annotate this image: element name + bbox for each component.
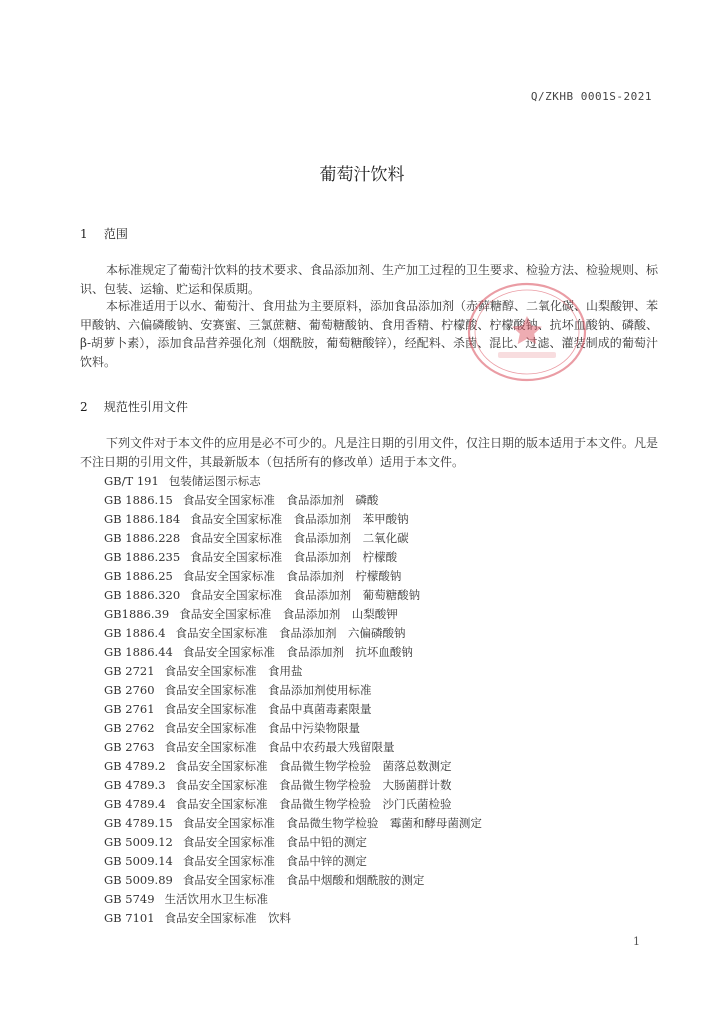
reference-item [104, 776, 482, 795]
reference-title: 食品安全国家标准 食品中真菌毒素限量 [164, 702, 372, 716]
reference-item [104, 871, 482, 890]
reference-code: GB 4789.3 [104, 778, 166, 792]
reference-code: GB 5009.14 [104, 854, 173, 868]
reference-item [104, 738, 482, 757]
reference-code: GB 2763 [104, 740, 155, 754]
reference-title: 食品安全国家标准 食品添加剂使用标准 [164, 683, 372, 697]
reference-title: 食品安全国家标准 食品添加剂 磷酸 [182, 493, 379, 507]
reference-code: GB 1886.235 [104, 550, 181, 564]
reference-item [104, 624, 482, 643]
page-number: 1 [633, 935, 640, 948]
reference-code: GB 4789.15 [104, 816, 173, 830]
reference-code: GB 1886.184 [104, 512, 181, 526]
section-title: 规范性引用文件 [103, 400, 188, 414]
reference-title: 食品安全国家标准 食品添加剂 六偏磷酸钠 [175, 626, 406, 640]
reference-item [104, 586, 482, 605]
reference-title: 食品安全国家标准 食品微生物学检验 大肠菌群计数 [175, 778, 452, 792]
reference-item [104, 643, 482, 662]
reference-item [104, 833, 482, 852]
reference-item [104, 909, 482, 928]
reference-title: 食品安全国家标准 食品添加剂 葡萄糖酸钠 [190, 588, 421, 602]
reference-title: 食品安全国家标准 食品添加剂 苯甲酸钠 [190, 512, 409, 526]
standard-code: Q/ZKHB 0001S-2021 [530, 90, 652, 103]
reference-item [104, 529, 482, 548]
reference-title: 食品安全国家标准 食品添加剂 柠檬酸 [190, 550, 398, 564]
reference-title: 食品安全国家标准 食品微生物学检验 霉菌和酵母菌测定 [182, 816, 482, 830]
reference-item [104, 605, 482, 624]
reference-code: GB 2760 [104, 683, 155, 697]
reference-code: GB 7101 [104, 911, 155, 925]
reference-item [104, 662, 482, 681]
reference-code: GB 1886.15 [104, 493, 173, 507]
reference-item [104, 890, 482, 909]
normative-references-list [104, 472, 482, 928]
reference-item [104, 548, 482, 567]
reference-title: 食品安全国家标准 食品添加剂 二氧化碳 [190, 531, 409, 545]
reference-code: GB 1886.228 [104, 531, 181, 545]
section-title: 范围 [103, 227, 128, 241]
reference-item [104, 700, 482, 719]
reference-item [104, 472, 482, 491]
reference-title: 食品安全国家标准 食品中铅的测定 [182, 835, 367, 849]
reference-code: GB 2721 [104, 664, 155, 678]
reference-item [104, 567, 482, 586]
section-number: 2 [80, 400, 88, 414]
document-title: 葡萄汁饮料 [319, 165, 405, 185]
reference-title: 食品安全国家标准 食品微生物学检验 沙门氏菌检验 [175, 797, 452, 811]
reference-title: 食品安全国家标准 食品微生物学检验 菌落总数测定 [175, 759, 452, 773]
reference-code: GB1886.39 [104, 607, 170, 621]
reference-code: GB 5009.12 [104, 835, 173, 849]
reference-item [104, 681, 482, 700]
reference-code: GB 4789.2 [104, 759, 166, 773]
reference-item [104, 510, 482, 529]
reference-code: GB 1886.44 [104, 645, 173, 659]
reference-title: 生活饮用水卫生标准 [164, 892, 269, 906]
reference-item [104, 719, 482, 738]
reference-code: GB/T 191 [104, 474, 159, 488]
reference-code: GB 2762 [104, 721, 155, 735]
reference-title: 包装储运图示标志 [168, 474, 261, 488]
reference-title: 食品安全国家标准 饮料 [164, 911, 292, 925]
reference-item [104, 491, 482, 510]
reference-code: GB 1886.25 [104, 569, 173, 583]
reference-item [104, 795, 482, 814]
reference-title: 食品安全国家标准 食品添加剂 柠檬酸钠 [182, 569, 402, 583]
reference-title: 食品安全国家标准 食用盐 [164, 664, 303, 678]
reference-item [104, 814, 482, 833]
section-2-paragraph-1: 下列文件对于本文件的应用是必不可少的。凡是注日期的引用文件，仅注日期的版本适用于本文件。凡是不注日期的引用文件，其最新版本（包括所有的修改单）适用于本文件。 [80, 436, 659, 469]
reference-code: GB 1886.320 [104, 588, 181, 602]
reference-title: 食品安全国家标准 食品中农药最大残留限量 [164, 740, 395, 754]
reference-title: 食品安全国家标准 食品中锌的测定 [182, 854, 367, 868]
section-1-paragraph-1: 本标准规定了葡萄汁饮料的技术要求、食品添加剂、生产加工过程的卫生要求、检验方法、检验规则、标识、包装、运输、贮运和保质期。 [80, 263, 659, 296]
reference-code: GB 1886.4 [104, 626, 166, 640]
reference-code: GB 5749 [104, 892, 155, 906]
reference-item [104, 757, 482, 776]
section-number: 1 [80, 227, 88, 241]
section-1-heading [80, 225, 128, 242]
section-1-paragraph-2: 本标准适用于以水、葡萄汁、食用盐为主要原料，添加食品添加剂（赤藓糖醇、二氧化碳、山梨酸钾、苯甲酸钠、六偏磷酸钠、安赛蜜、三氯蔗糖、葡萄糖酸钠、食用香精、柠檬酸、柠檬酸钠、抗坏血酸钠、磷酸、β-胡萝卜素），添加食品营养强化剂（烟酰胺，葡萄糖酸锌），经配料、杀菌、混比、过滤、灌装制成的葡萄汁饮料。 [80, 299, 659, 369]
reference-code: GB 2761 [104, 702, 155, 716]
reference-title: 食品安全国家标准 食品添加剂 抗坏血酸钠 [182, 645, 413, 659]
reference-title: 食品安全国家标准 食品中烟酸和烟酰胺的测定 [182, 873, 425, 887]
reference-title: 食品安全国家标准 食品中污染物限量 [164, 721, 361, 735]
section-2-heading [80, 398, 188, 415]
reference-code: GB 5009.89 [104, 873, 173, 887]
reference-title: 食品安全国家标准 食品添加剂 山梨酸钾 [179, 607, 398, 621]
reference-item [104, 852, 482, 871]
reference-code: GB 4789.4 [104, 797, 166, 811]
